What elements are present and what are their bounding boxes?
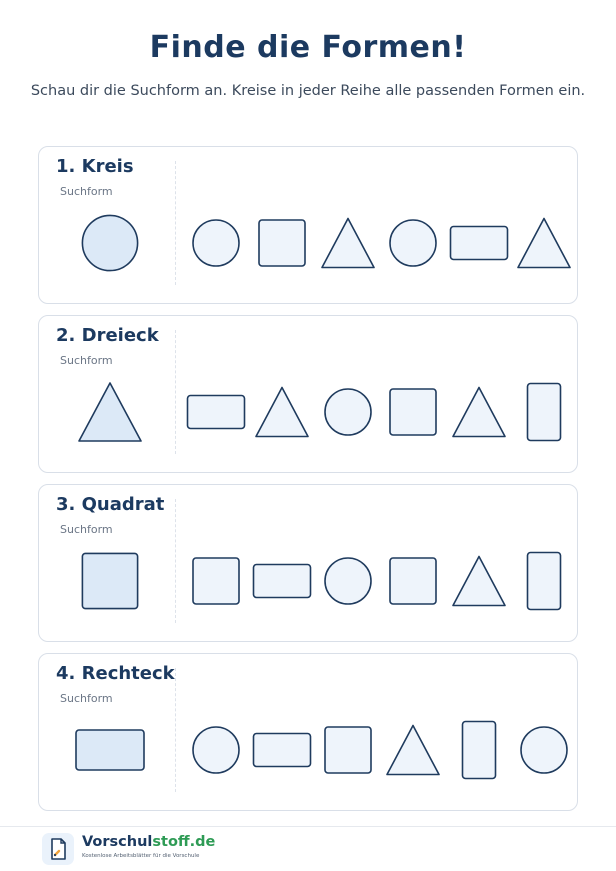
option-triangle-shape[interactable] [453,388,505,437]
option-rectangle-shape[interactable] [254,734,311,767]
row-card-1 [38,146,578,304]
option-circle-shape[interactable] [521,727,567,773]
option-square-shape[interactable] [193,558,239,604]
shapes-area [39,147,579,305]
target-label: Suchform [60,523,113,536]
option-triangle-shape[interactable] [256,388,308,437]
row-title: 1. Kreis [56,156,134,177]
page-title: Finde die Formen! [149,30,467,65]
option-rectangle-shape[interactable] [451,227,508,260]
option-circle-shape[interactable] [193,727,239,773]
worksheet-pencil-icon [42,833,74,865]
option-circle-shape[interactable] [325,389,371,435]
option-square-shape[interactable] [325,727,371,773]
option-triangle-shape[interactable] [387,726,439,775]
option-triangle-shape[interactable] [322,219,374,268]
row-title: 4. Rechteck [56,663,175,684]
target-label: Suchform [60,354,113,367]
target-square-shape [82,553,137,608]
shapes-area [39,316,579,474]
option-rectangle-tall-shape[interactable] [463,722,496,779]
option-square-shape[interactable] [390,558,436,604]
option-square-shape[interactable] [390,389,436,435]
target-circle-shape [82,215,137,270]
brand-tagline: Kostenlose Arbeitsblätter für die Vorschule [82,853,200,859]
row-title: 2. Dreieck [56,325,159,346]
brand-main: Vorschul [82,834,153,850]
row-card-2 [38,315,578,473]
target-triangle-shape [79,383,141,441]
option-circle-shape[interactable] [390,220,436,266]
row-title: 3. Quadrat [56,494,165,515]
brand-name[interactable] [82,834,215,850]
option-square-shape[interactable] [259,220,305,266]
option-rectangle-tall-shape[interactable] [528,553,561,610]
row-card-3 [38,484,578,642]
row-card-4 [38,653,578,811]
target-label: Suchform [60,185,113,198]
option-rectangle-tall-shape[interactable] [528,384,561,441]
instruction-text: Schau dir die Suchform an. Kreise in jeder Reihe alle passenden Formen ein. [30,83,586,99]
footer-divider [0,826,616,827]
option-triangle-shape[interactable] [518,219,570,268]
option-circle-shape[interactable] [193,220,239,266]
shapes-area [39,485,579,643]
option-rectangle-shape[interactable] [254,565,311,598]
option-circle-shape[interactable] [325,558,371,604]
target-label: Suchform [60,692,113,705]
brand-accent: stoff.de [152,834,216,850]
shapes-area [39,654,579,812]
target-rectangle-shape [76,730,144,770]
option-triangle-shape[interactable] [453,557,505,606]
option-rectangle-shape[interactable] [188,396,245,429]
